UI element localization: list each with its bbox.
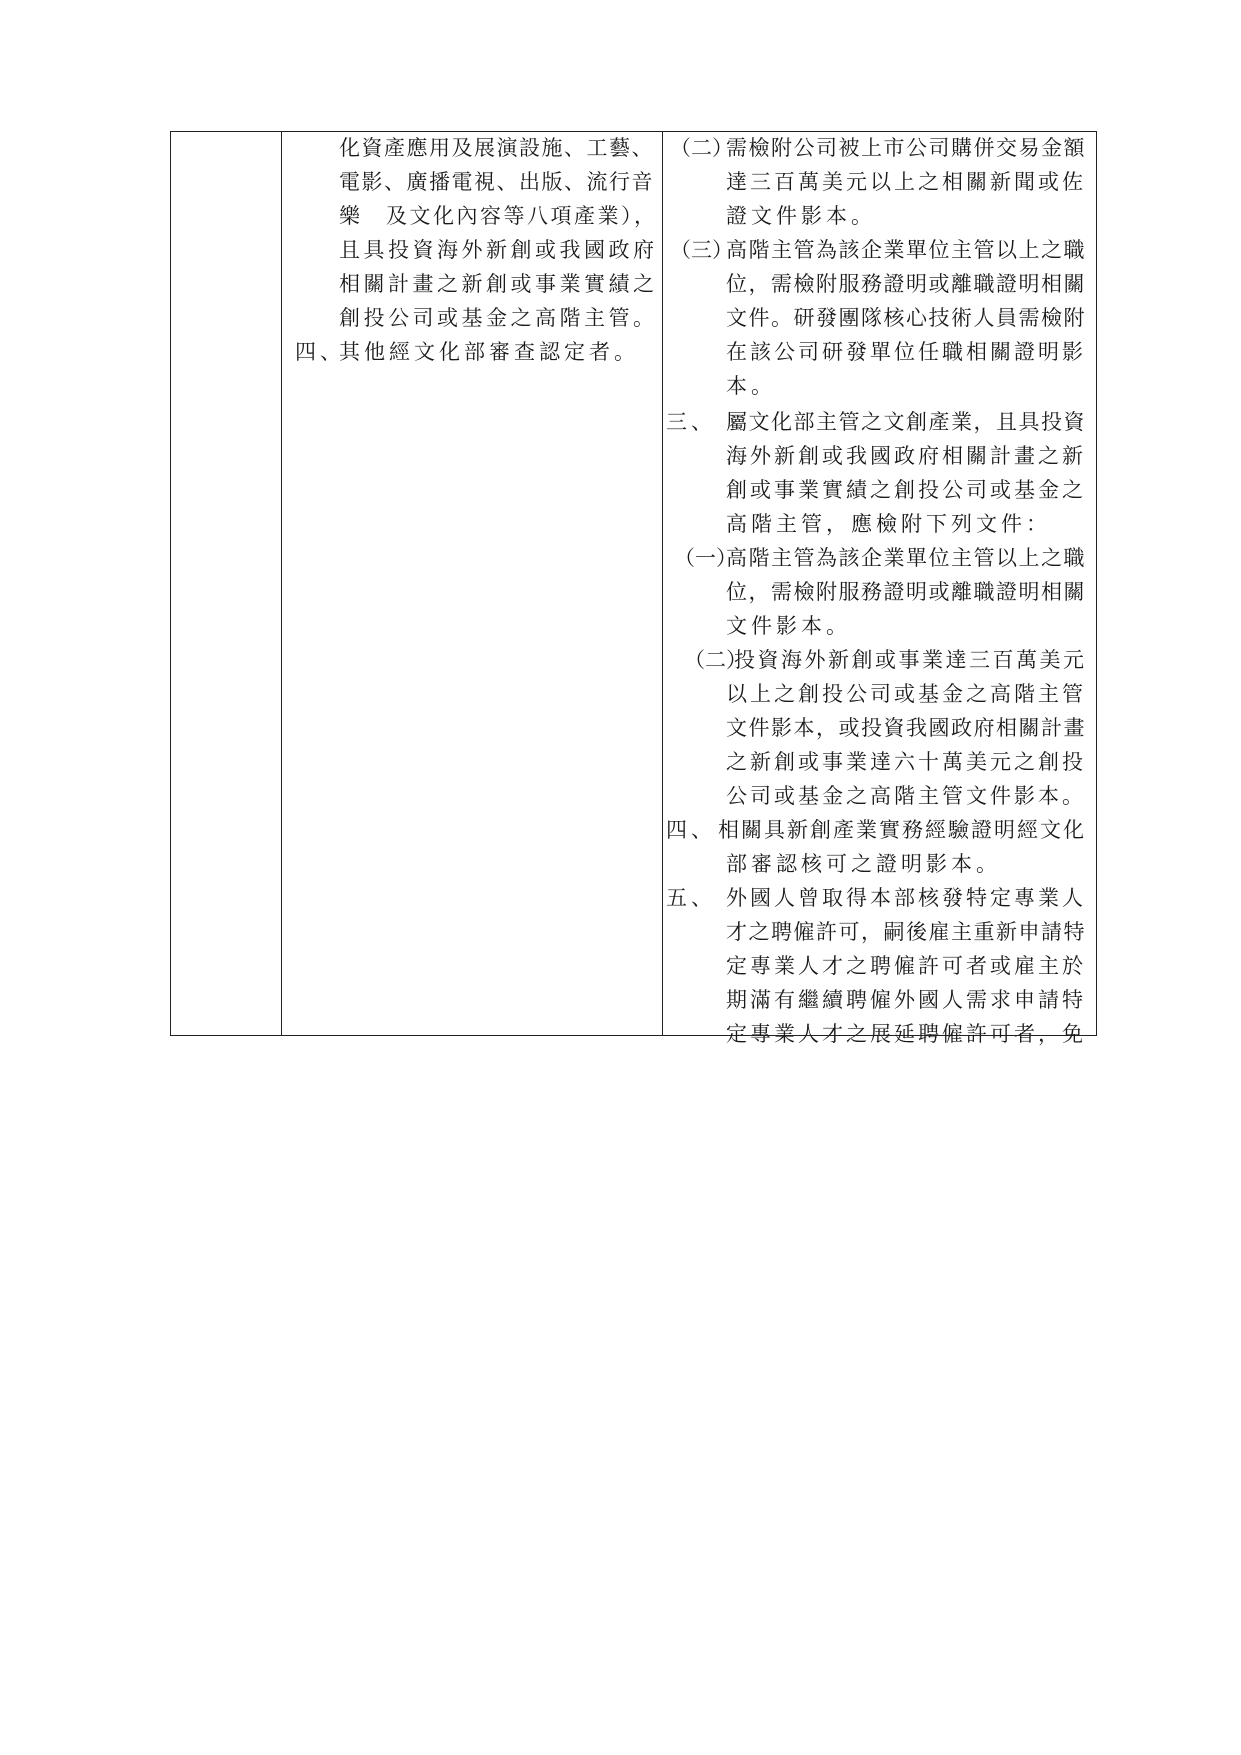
text-line: 位，需檢附服務證明或離職證明相關 xyxy=(726,580,1086,604)
list-item-marker: 四、 xyxy=(666,818,716,842)
sub-item-marker: （二） xyxy=(670,136,733,160)
sub-item-marker: （一） xyxy=(674,546,737,570)
text-line: 化資產應用及展演設施、工藝、 xyxy=(339,136,654,160)
document-table xyxy=(170,131,1097,1046)
text-line: 文件。研發團隊核心技術人員需檢附 xyxy=(726,306,1086,330)
text-line: 投資海外新創或事業達三百萬美元 xyxy=(734,648,1087,672)
text-line: 達三百萬美元以上之相關新聞或佐 xyxy=(726,170,1086,194)
list-item-marker: 三、 xyxy=(666,410,716,434)
column-divider xyxy=(662,132,663,1035)
text-line: 才之聘僱許可，嗣後雇主重新申請特 xyxy=(726,920,1086,944)
text-line: 部審認核可之證明影本。 xyxy=(726,852,1001,876)
text-line: 文件影本，或投資我國政府相關計畫 xyxy=(726,716,1086,740)
text-line: 其他經文化部審查認定者。 xyxy=(339,340,639,364)
text-line: 且具投資海外新創或我國政府 xyxy=(339,238,658,262)
text-line: 創或事業實績之創投公司或基金之 xyxy=(726,478,1086,502)
sub-item-marker: （三） xyxy=(670,238,733,262)
text-line: 高階主管，應檢附下列文件： xyxy=(726,512,1051,536)
text-line: 文件影本。 xyxy=(726,614,851,638)
text-line: 外國人曾取得本部核發特定專業人 xyxy=(726,886,1086,910)
text-line: 在該公司研發單位任職相關證明影 xyxy=(726,340,1086,364)
text-line: 本。 xyxy=(726,374,776,398)
text-line: 定專業人才之展延聘僱許可者，免 xyxy=(726,1022,1086,1046)
text-line: 高階主管為該企業單位主管以上之職 xyxy=(726,238,1086,262)
text-line: 期滿有繼續聘僱外國人需求申請特 xyxy=(726,988,1086,1012)
text-line: 需檢附公司被上市公司購併交易金額 xyxy=(726,136,1086,160)
text-line: 樂 及文化內容等八項產業）， xyxy=(339,204,658,228)
text-line: 相關計畫之新創或事業實績之 xyxy=(339,272,658,296)
right-column-cell xyxy=(664,132,1096,1046)
list-item-marker: 四、 xyxy=(295,340,345,364)
text-line: 高階主管為該企業單位主管以上之職 xyxy=(726,546,1086,570)
text-line: 創投公司或基金之高階主管。 xyxy=(339,306,658,330)
text-line: 以上之創投公司或基金之高階主管 xyxy=(726,682,1086,706)
text-line: 定專業人才之聘僱許可者或雇主於 xyxy=(726,954,1086,978)
text-line: 海外新創或我國政府相關計畫之新 xyxy=(726,444,1086,468)
text-line: 證文件影本。 xyxy=(726,204,876,228)
list-item-marker: 五、 xyxy=(666,886,716,910)
column-divider xyxy=(281,132,282,1035)
text-line: 相關具新創產業實務經驗證明經文化 xyxy=(718,818,1086,842)
text-line: 公司或基金之高階主管文件影本。 xyxy=(726,784,1086,808)
sub-item-marker: （二） xyxy=(684,648,747,672)
text-line: 之新創或事業達六十萬美元之創投 xyxy=(726,750,1086,774)
text-line: 屬文化部主管之文創產業，且具投資 xyxy=(726,410,1086,434)
middle-column-cell xyxy=(283,132,662,1035)
text-line: 電影、廣播電視、出版、流行音 xyxy=(339,170,654,194)
text-line: 位，需檢附服務證明或離職證明相關 xyxy=(726,272,1086,296)
